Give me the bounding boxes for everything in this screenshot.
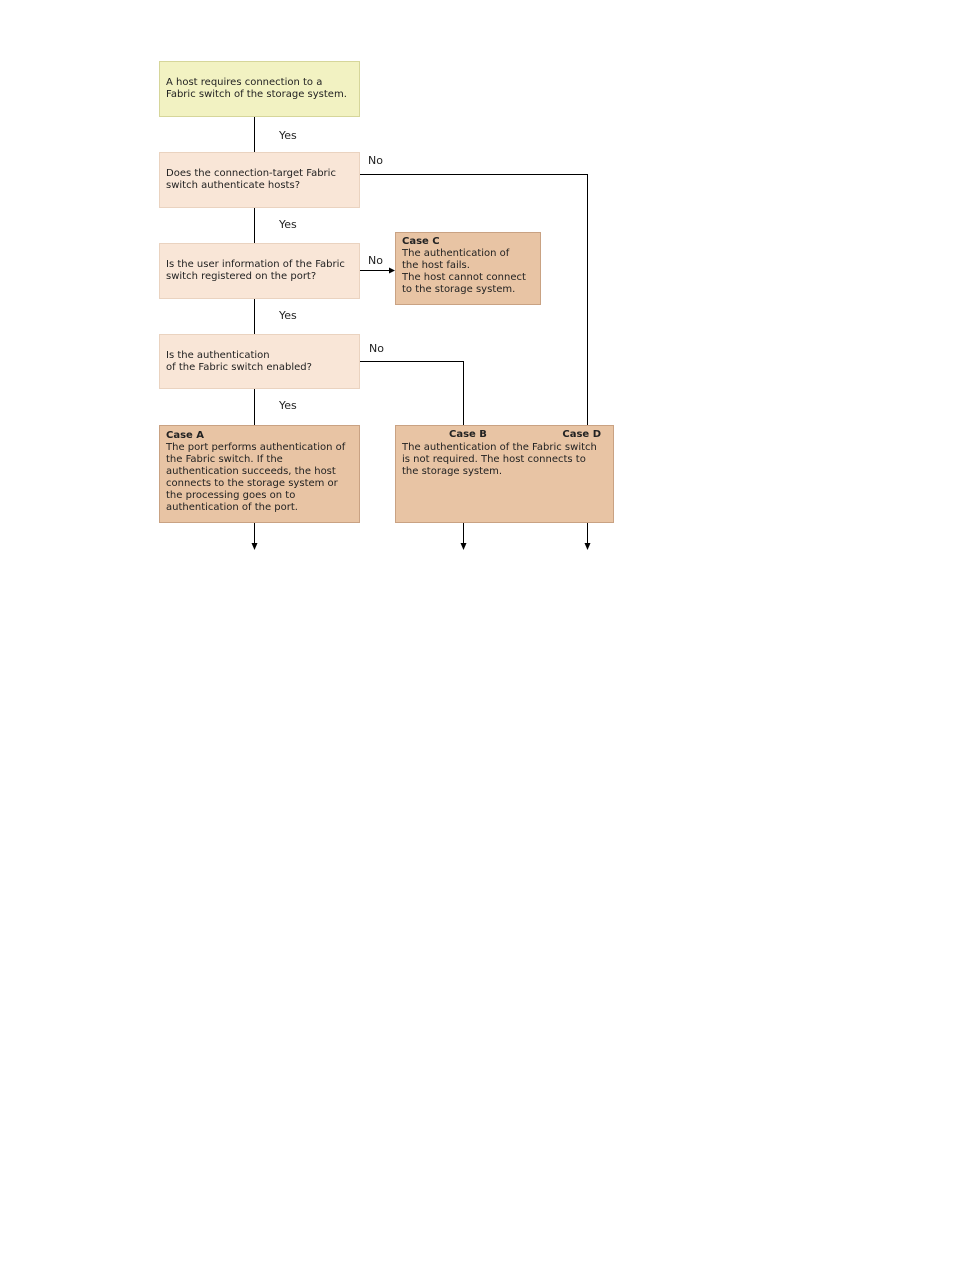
case-a-line-6: authentication of the port.: [166, 502, 298, 513]
case-a-box: [159, 425, 360, 523]
start-line-2: Fabric switch of the storage system.: [166, 89, 347, 100]
q2-line-1: Is the user information of the Fabric: [166, 259, 345, 270]
label-yes-q1: Yes: [279, 218, 297, 231]
q3-line-1: Is the authentication: [166, 349, 270, 361]
start-box: [159, 61, 360, 117]
case-a-line-1: The port performs authentication of: [166, 442, 346, 453]
case-a-line-5: the processing goes on to: [166, 490, 296, 501]
case-b-d-titles: [402, 429, 607, 442]
case-a-title: Case A: [166, 430, 205, 441]
case-b-d-line-3: the storage system.: [402, 466, 503, 477]
arrowhead-exit-b: [461, 543, 467, 550]
case-a-line-3: authentication succeeds, the host: [166, 466, 336, 477]
label-yes-start: Yes: [279, 129, 297, 142]
arrowhead-exit-a: [252, 543, 258, 550]
question-fabric-authenticates: [159, 152, 360, 208]
arrowhead-exit-d: [585, 543, 591, 550]
label-no-q1: No: [368, 154, 383, 167]
q1-line-1: Does the connection-target Fabric: [166, 168, 336, 179]
label-yes-q2: Yes: [279, 309, 297, 322]
start-line-1: A host requires connection to a: [166, 77, 323, 88]
case-b-d-line-2: is not required. The host connects to: [402, 454, 586, 465]
label-no-q3: No: [369, 342, 384, 355]
case-a-line-4: connects to the storage system or: [166, 478, 338, 489]
case-b-d-line-1: The authentication of the Fabric switch: [402, 442, 597, 453]
case-c-line-4: to the storage system.: [402, 284, 516, 295]
label-yes-q3: Yes: [279, 399, 297, 412]
q2-line-2: switch registered on the port?: [166, 271, 317, 282]
case-d-title: Case D: [562, 429, 601, 440]
label-no-q2: No: [368, 254, 383, 267]
case-c-line-1: The authentication of: [402, 248, 510, 259]
q1-line-2: switch authenticate hosts?: [166, 180, 300, 191]
case-c-line-3: The host cannot connect: [402, 272, 526, 283]
case-c-line-2: the host fails.: [402, 260, 470, 271]
case-b-d-box: [395, 425, 614, 523]
case-c-title: Case C: [402, 236, 440, 247]
q3-line-2: of the Fabric switch enabled?: [166, 361, 312, 373]
question-user-info-registered: [159, 243, 360, 299]
case-a-line-2: the Fabric switch. If the: [166, 454, 283, 465]
case-b-title: Case B: [449, 429, 487, 440]
case-c-box: [395, 232, 541, 305]
question-authentication-enabled: [159, 334, 360, 389]
